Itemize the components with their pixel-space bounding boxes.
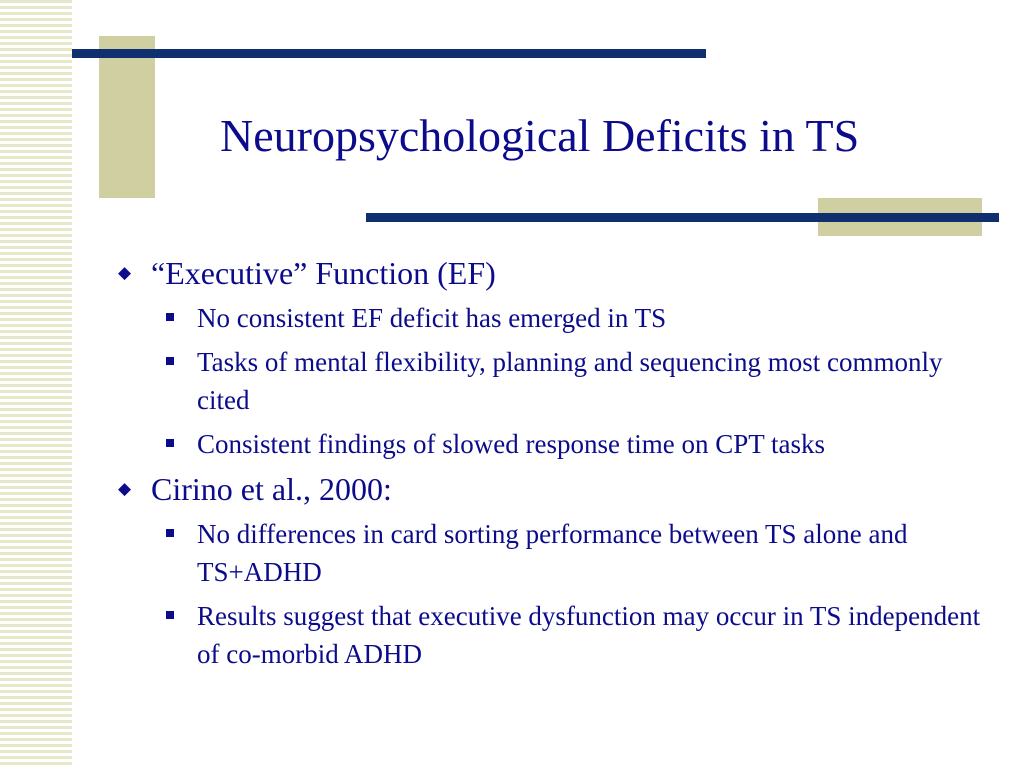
diamond-icon: ◆ — [118, 479, 132, 498]
decorative-stripe-band — [0, 0, 72, 768]
decorative-bar-top — [72, 49, 706, 58]
sub-bullet-text: No differences in card sorting performance between TS alone and TS+ADHD — [197, 519, 908, 587]
sub-bullet-item — [160, 425, 994, 463]
square-icon — [166, 357, 174, 365]
sub-bullet-item — [160, 597, 994, 673]
sub-bullet-item — [160, 343, 994, 419]
slide-title: Neuropsychological Deficits in TS — [220, 110, 860, 161]
decorative-block-top — [99, 36, 155, 198]
sub-bullet-text: No consistent EF deficit has emerged in TS — [197, 303, 667, 333]
bullet-item — [114, 253, 994, 293]
diamond-icon: ◆ — [118, 263, 132, 282]
sub-bullet-text: Results suggest that executive dysfunction may occur in TS independent of co-morbid ADHD — [197, 601, 981, 669]
sub-bullet-text: Consistent findings of slowed response time on CPT tasks — [197, 429, 825, 459]
square-icon — [166, 439, 174, 447]
bullet-text: “Executive” Function (EF) — [151, 255, 496, 291]
sub-bullet-list — [160, 299, 994, 463]
sub-bullet-item — [160, 515, 994, 591]
bullet-item — [114, 469, 994, 509]
sub-bullet-item — [160, 299, 994, 337]
decorative-bar-middle — [366, 213, 999, 222]
square-icon — [166, 313, 174, 321]
sub-bullet-list — [160, 515, 994, 673]
sub-bullet-text: Tasks of mental flexibility, planning and sequencing most commonly cited — [197, 347, 943, 415]
bullet-text: Cirino et al., 2000: — [151, 471, 392, 507]
bullet-list — [114, 253, 994, 679]
square-icon — [166, 529, 174, 537]
square-icon — [166, 611, 174, 619]
